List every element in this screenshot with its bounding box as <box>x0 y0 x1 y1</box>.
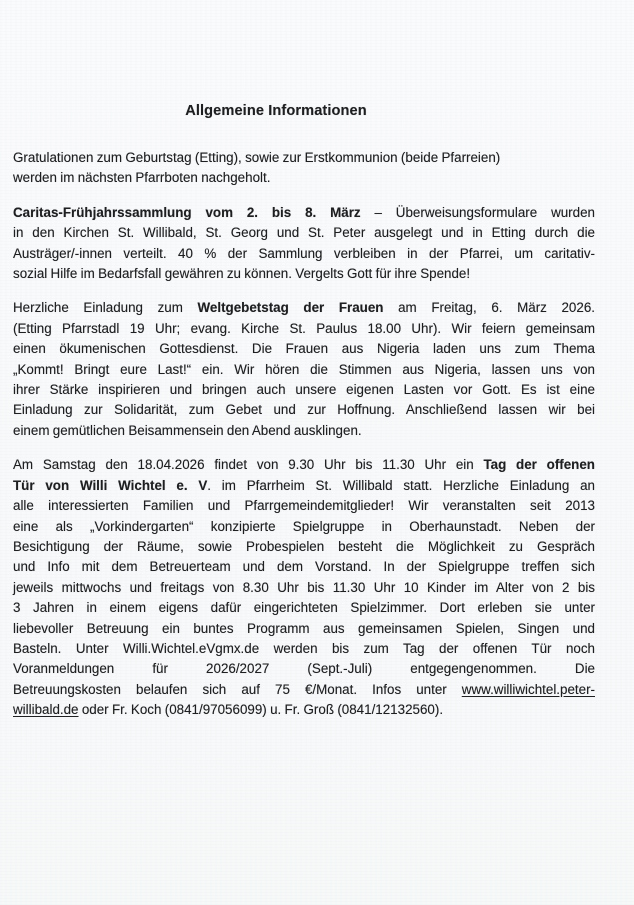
text-segment: Besichtigung der Räume, sowie Probespielen besteht die Möglichkeit zu Gespräch <box>13 538 595 554</box>
text-segment: Voranmeldungen für 2026/2027 (Sept.-Juli) entgegengenommen. Die <box>13 661 595 677</box>
text-line <box>13 659 595 679</box>
text-segment: Austräger/-innen verteilt. 40 % der Sammlung verbleiben in der Pfarrei, um caritativ- <box>13 245 595 261</box>
text-line <box>13 680 595 700</box>
text-line <box>13 380 595 400</box>
text-segment: Gratulationen zum Geburtstag (Etting), sowie zur Erstkommunion (beide Pfarreien) <box>13 150 501 165</box>
text-line <box>13 264 595 284</box>
text-segment: werden im nächsten Pfarrboten nachgeholt. <box>13 170 271 186</box>
text-line <box>13 455 595 475</box>
text-line <box>13 639 595 659</box>
paragraph <box>13 298 595 441</box>
text-line <box>13 168 595 188</box>
text-line <box>13 203 595 223</box>
text-segment: Tür von Willi Wichtel e. V <box>13 477 208 493</box>
url-text: www.williwichtel.peter- <box>461 681 595 697</box>
text-segment: 3 Jahren in einem eigens dafür eingerichteten Spielzimmer. Dort erleben sie unter <box>13 600 595 616</box>
text-segment: einen ökumenischen Gottesdienst. Die Frauen aus Nigeria laden uns zum Thema <box>13 341 595 357</box>
text-line <box>13 598 595 618</box>
text-segment: und Info mit dem Betreuerteam und dem Vorstand. In der Spielgruppe treffen sich <box>13 559 595 575</box>
text-line <box>13 319 595 339</box>
document-body <box>13 148 595 721</box>
text-segment: Weltgebetstag der Frauen <box>197 300 384 316</box>
text-line <box>13 223 595 243</box>
text-line <box>13 400 595 420</box>
url-text: willibald.de <box>13 702 79 718</box>
text-segment: Basteln. Unter Willi.Wichtel.eVgmx.de werden bis zum Tag der offenen Tür noch <box>13 640 595 656</box>
text-segment: liebevoller Betreuung ein buntes Programm aus gemeinsamen Spielen, Singen und <box>13 620 595 636</box>
text-line <box>13 496 595 516</box>
text-segment: Betreuungskosten belaufen sich auf 75 €/Monat. Infos unter <box>13 681 462 697</box>
text-segment: . im Pfarrheim St. Willibald statt. Herzliche Einladung an <box>207 477 595 493</box>
text-segment: Caritas-Frühjahrssammlung vom 2. bis 8. März <box>13 204 361 220</box>
text-segment: alle interessierten Familien und Pfarrgemeindemitglieder! Wir veranstalten seit 2013 <box>13 498 595 514</box>
text-segment: „Kommt! Bringt eure Last!“ ein. Wir hören die Stimmen aus Nigeria, lassen uns von <box>13 361 595 377</box>
text-segment: sozial Hilfe im Bedarfsfall gewähren zu können. Vergelts Gott für ihre Spende! <box>13 266 471 282</box>
text-line <box>13 619 595 639</box>
text-segment: eine als „Vorkindergarten“ konzipierte Spielgruppe in Oberhaunstadt. Neben der <box>13 518 595 534</box>
text-line <box>13 339 595 359</box>
text-line <box>13 517 595 537</box>
text-line <box>13 421 595 441</box>
text-segment: Herzliche Einladung zum <box>13 300 198 316</box>
text-segment: Einladung zur Solidarität, zum Gebet und zur Hoffnung. Anschließend lassen wir bei <box>13 402 595 418</box>
text-line <box>13 700 595 720</box>
text-segment: oder Fr. Koch (0841/97056099) u. Fr. Groß (0841/12132560). <box>78 702 444 718</box>
text-segment: jeweils mittwochs und freitags von 8.30 Uhr bis 11.30 Uhr 10 Kinder im Alter von 2 bis <box>13 579 595 595</box>
paragraph <box>13 148 595 189</box>
paragraph <box>13 203 595 285</box>
text-line <box>13 244 595 264</box>
paragraph <box>13 455 595 720</box>
text-segment: in den Kirchen St. Willibald, St. Georg und St. Peter ausgelegt und in Etting durch die <box>13 225 595 241</box>
text-line <box>13 557 595 577</box>
text-line <box>13 298 595 318</box>
text-line <box>13 537 595 557</box>
text-segment: – Überweisungsformulare wurden <box>360 204 595 220</box>
text-segment: Tag der offenen <box>483 457 595 473</box>
text-segment: am Freitag, 6. März 2026. <box>383 300 595 316</box>
text-line <box>13 360 595 380</box>
text-segment: ihrer Stärke inspirieren und bringen auch unsere eigenen Lasten vor Gott. Es ist eine <box>13 382 595 398</box>
text-segment: (Etting Pfarrstadl 19 Uhr; evang. Kirche St. Paulus 18.00 Uhr). Wir feiern gemeinsam <box>13 320 595 336</box>
text-line <box>13 578 595 598</box>
page-title: Allgemeine Informationen <box>185 103 367 119</box>
text-line <box>13 148 595 168</box>
text-segment: Am Samstag den 18.04.2026 findet von 9.30 Uhr bis 11.30 Uhr ein <box>13 457 484 473</box>
text-line <box>13 476 595 496</box>
text-segment: einem gemütlichen Beisammensein den Abend ausklingen. <box>13 422 362 438</box>
